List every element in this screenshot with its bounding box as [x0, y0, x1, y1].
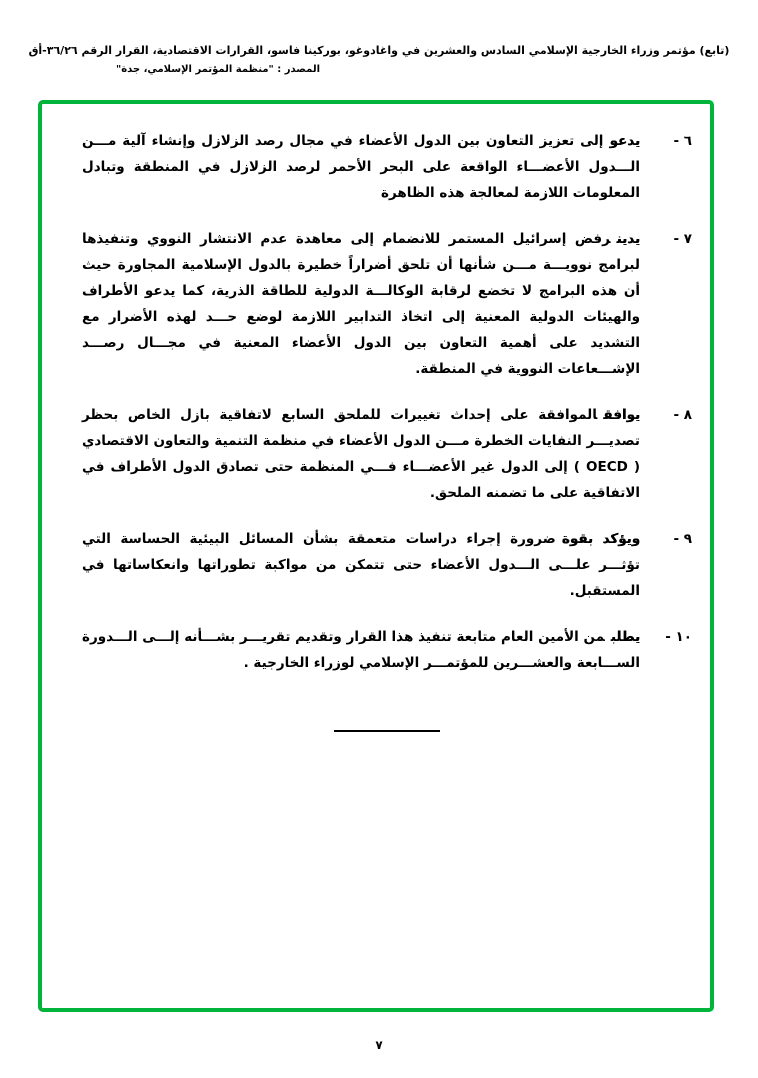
item-body-text: إلى تعزيز التعاون بين الدول الأعضاء في مجال رصد الزلازل وإنشاء آلية مـــن الـــدول الأعضـــاء الواقعة على البحر الأحمر لرصد الزلازل في المنطقة وتبادل المعلومات اللازمة لمعالجة هذه الظاهرة [82, 133, 640, 201]
resolution-list [42, 104, 710, 732]
item-text [82, 526, 640, 604]
item-text [82, 624, 640, 676]
item-text [82, 128, 640, 206]
item-lead-word: يوافق [603, 407, 640, 423]
resolution-item-10 [82, 624, 692, 676]
item-text [82, 226, 640, 382]
item-body-text: رفض إسرائيل المستمر للانضمام إلى معاهدة عدم الانتشار النووي وتنفيذها لبرامج نوويـــة مـــن شأنها أن تلحق أضراراً خطيرة بالدول الإسلامية المجاورة حيث أن هذه البرامج لا تخضع لرقابة الوكالـــة الدولية للطاقة الذرية، كما يدعو الأطراف والهيئات الدولية المعنية إلى اتخاذ التدابير اللازمة لوضع حـــد لهذه الأضرار مع التشديد على أهمية التعاون بين الدول الأعضاء المعنية في مجـــال رصـــد الإشـــعاعات النووية في المنطقة. [82, 231, 640, 377]
item-number: ٩ - [673, 531, 692, 547]
item-number: ٨ - [673, 407, 692, 423]
resolution-item-7 [82, 226, 692, 382]
item-text [82, 402, 640, 506]
source-line: المصدر : "منظمة المؤتمر الإسلامي، جدة" [115, 64, 320, 75]
item-lead-word: يطلب [610, 629, 640, 645]
item-number: ٦ - [673, 133, 692, 149]
header-title: (تابع) مؤتمر وزراء الخارجية الإسلامي السادس والعشرين في واغادوغو، بوركينا فاسو، القرارات الاقتصادية، القرار الرقم ٣٦/٢٦-أق [28, 44, 730, 57]
resolution-item-9 [82, 526, 692, 604]
item-lead-word: ويؤكد بقوة [561, 531, 640, 547]
item-lead-word: يدين [616, 231, 640, 247]
separator-line [334, 730, 440, 732]
resolution-item-8 [82, 402, 692, 506]
resolution-item-6 [82, 128, 692, 206]
content-border [38, 100, 714, 1012]
item-number: ١٠ - [665, 629, 692, 645]
page-number: ٧ [375, 1038, 383, 1052]
item-body-text: الموافقة على إحداث تغييرات للملحق السابع لاتفاقية بازل الخاص بحظر تصديـــر النفايات الخطرة مـــن الدول الأعضاء في منظمة التنمية والتعاون الاقتصادي ( OECD ) إلى الدول غير الأعضـــاء فـــي المنظمة حتى تصادق الدول الأطراف في الاتفاقية على ما تضمنه الملحق. [82, 407, 640, 501]
item-body-text: ضرورة إجراء دراسات متعمقة بشأن المسائل البيئية الحساسة التي تؤثـــر علـــى الـــدول الأعضاء حتى تتمكن من مواكبة تطوراتها وانعكاساتها في المستقبل. [82, 531, 640, 599]
item-number: ٧ - [673, 231, 692, 247]
item-body-text: من الأمين العام متابعة تنفيذ هذا القرار وتقديم تقريـــر بشـــأنه إلـــى الـــدورة الســـابعة والعشـــرين للمؤتمـــر الإسلامي لوزراء الخارجية . [82, 629, 640, 671]
item-lead-word: يدعو [609, 133, 640, 149]
